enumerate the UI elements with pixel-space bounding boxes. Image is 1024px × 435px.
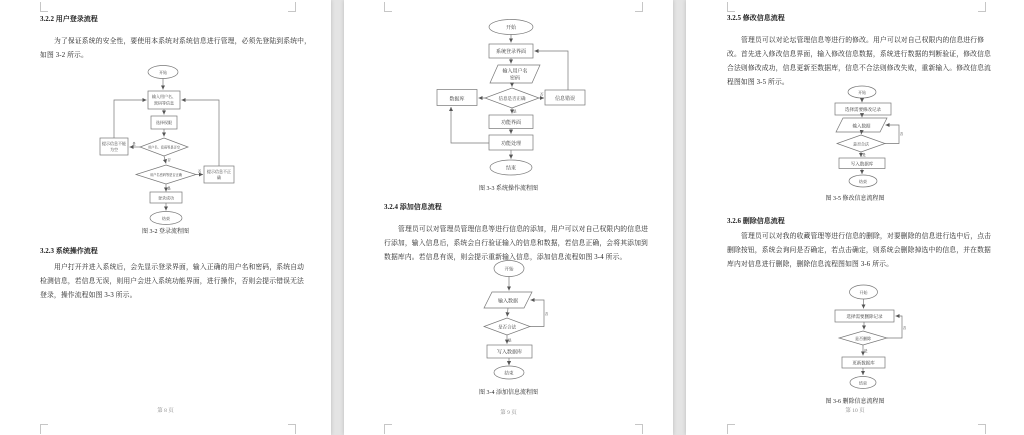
paragraph-line: 合法则修改成功，信息更新至数据库，信息不合法则修改失败，重新输入。修改信息流 (727, 65, 991, 72)
node-label: 登录成功 (158, 195, 174, 201)
node-label: 结束 (162, 215, 170, 221)
node-label: 选择需要修改记录 (845, 107, 881, 112)
node-label: 选择需要删除记录 (846, 314, 883, 319)
page-3 (686, 0, 1024, 435)
node-label: 为空 (110, 147, 118, 152)
section-heading-325: 3.2.5 修改信息流程 (727, 14, 785, 22)
paragraph-line: 检测信息，若信息无误，则用户会进入系统功能界面，进行操作，否则会提示错误无法 (40, 278, 304, 285)
section-heading-323: 3.2.3 系统操作流程 (40, 247, 98, 255)
node-label: 选择权限 (156, 120, 172, 125)
edge-label: 否 (899, 132, 904, 136)
paragraph-line: 管理员可以对我的收藏管理等进行信息的删除，对要删除的信息进行选中后，点击 (741, 233, 992, 240)
section-heading-322: 3.2.2 用户登录流程 (40, 15, 98, 23)
node-label: 写入数据库 (496, 350, 523, 356)
node-label: 开始 (505, 26, 517, 31)
paragraph-line: 删除按钮，系统会询问是否确定，若点击确定，则系统会删除掉选中的信息，并在数据 (727, 247, 991, 254)
node-label: 是否合法 (853, 141, 869, 147)
figure-caption: 图 3-4 添加信息流程图 (479, 390, 538, 396)
node-label: 结束 (505, 166, 517, 172)
node-label: 系统登录界面 (495, 50, 527, 55)
edge-label: 是 (167, 186, 171, 191)
node-label: 结束 (504, 370, 514, 376)
edge-label: 否 (540, 92, 544, 97)
node-label: 密码等信息 (154, 100, 174, 106)
edge-label: 是 (132, 142, 136, 147)
node-label: 信息错误 (554, 97, 576, 102)
paragraph-line: 数据库内。若信息有误，则会提示重新输入信息，添加信息流程如图 3-4 所示。 (384, 254, 627, 261)
node-label: 用户名、密码等是否空 (148, 145, 180, 150)
node-label: 开始 (159, 69, 167, 75)
paragraph-line: 管理员可以对管理员管理信息等进行信息的添加，用户可以对自己权限内的信息进 (398, 226, 649, 233)
node-label: 更新数据库 (852, 360, 875, 366)
node-label: 信息是否正确 (498, 95, 526, 101)
paragraph-line: 管理员可以对论坛管理信息等进行的修改。用户可以对自己权限内的信息进行修 (741, 37, 985, 44)
page-2 (344, 0, 673, 435)
node-label: 确 (217, 175, 221, 180)
node-label: 是否删除 (855, 335, 871, 341)
paragraph-line: 行添加，输入信息后，系统会自行验证输入的信息和数据，若信息正确，会将其添加到 (384, 240, 648, 247)
page-number: 第 8 页 (157, 408, 174, 414)
edge-label: 是 (864, 349, 868, 353)
edge-label: 否 (544, 312, 549, 316)
node-label: 结束 (859, 178, 867, 184)
flow-arrow (114, 100, 147, 138)
edge-label: 是 (508, 338, 512, 343)
paragraph-line: 用户打开并进入系统后，会先显示登录界面，输入正确的用户名和密码，系统自动 (54, 264, 305, 271)
page-number: 第 9 页 (500, 410, 517, 416)
edge-label: 是 (513, 109, 517, 114)
figure-caption: 图 3-3 系统操作流程图 (479, 186, 538, 192)
edge-label: 否 (167, 158, 171, 162)
node-label: 密码 (509, 76, 521, 82)
node-label: 是否合法 (498, 324, 516, 330)
node-label: 用户名密码等是否正确 (150, 172, 182, 177)
node-label: 结束 (859, 380, 867, 386)
flow-arrow (182, 100, 220, 166)
flowchart-delete-info (686, 0, 1024, 435)
node-label: 开始 (504, 266, 514, 272)
flowchart-add-info (344, 0, 673, 435)
section-heading-326: 3.2.6 删除信息流程 (727, 217, 785, 225)
node-label: 输入用户名、 (152, 94, 176, 99)
node-label: 提示信息不能 (102, 140, 126, 146)
figure-caption: 图 3-6 删除信息流程图 (825, 399, 885, 405)
node-label: 提示信息不正 (207, 168, 231, 174)
figure-caption: 图 3-5 修改信息流程图 (825, 196, 885, 202)
flow-arrow (530, 300, 544, 327)
paragraph-line: 为了保证系统的安全性，要使用本系统对系统信息进行管理，必须先登陆到系统中， (54, 38, 312, 45)
paragraph-line: 库内对信息进行删除，删除信息流程图如图 3-6 所示。 (727, 261, 894, 268)
flow-arrow (507, 308, 508, 317)
node-label: 功能界面 (500, 121, 522, 126)
node-label: 开始 (858, 89, 866, 95)
figure-caption: 图 3-2 登录流程图 (142, 229, 189, 235)
edge-label: 否 (902, 326, 907, 330)
edge-label: 是 (862, 153, 866, 157)
page-1 (0, 0, 331, 435)
paragraph-line: 如图 3-2 所示。 (40, 52, 88, 59)
section-heading-324: 3.2.4 添加信息流程 (384, 203, 442, 211)
node-label: 输入数据 (852, 123, 871, 129)
page-number: 第 10 页 (845, 408, 865, 414)
node-label: 功能处理 (500, 141, 522, 147)
node-label: 输入数据 (497, 299, 519, 305)
node-label: 输入用户名 (502, 69, 528, 75)
node-label: 开始 (859, 289, 868, 295)
flow-arrow (164, 156, 166, 164)
edge-label: 否 (197, 169, 202, 174)
paragraph-line: 登录，操作流程如图 3-3 所示。 (40, 292, 137, 299)
paragraph-line: 改。首先进入修改信息界面，输入修改信息数据，系统进行数据的判断验证，修改信息 (727, 51, 991, 58)
node-label: 数据库 (449, 97, 465, 103)
flowchart-login (0, 0, 331, 435)
paragraph-line: 程图如图 3-5 所示。 (727, 79, 789, 86)
node-label: 写入数据库 (850, 161, 874, 167)
